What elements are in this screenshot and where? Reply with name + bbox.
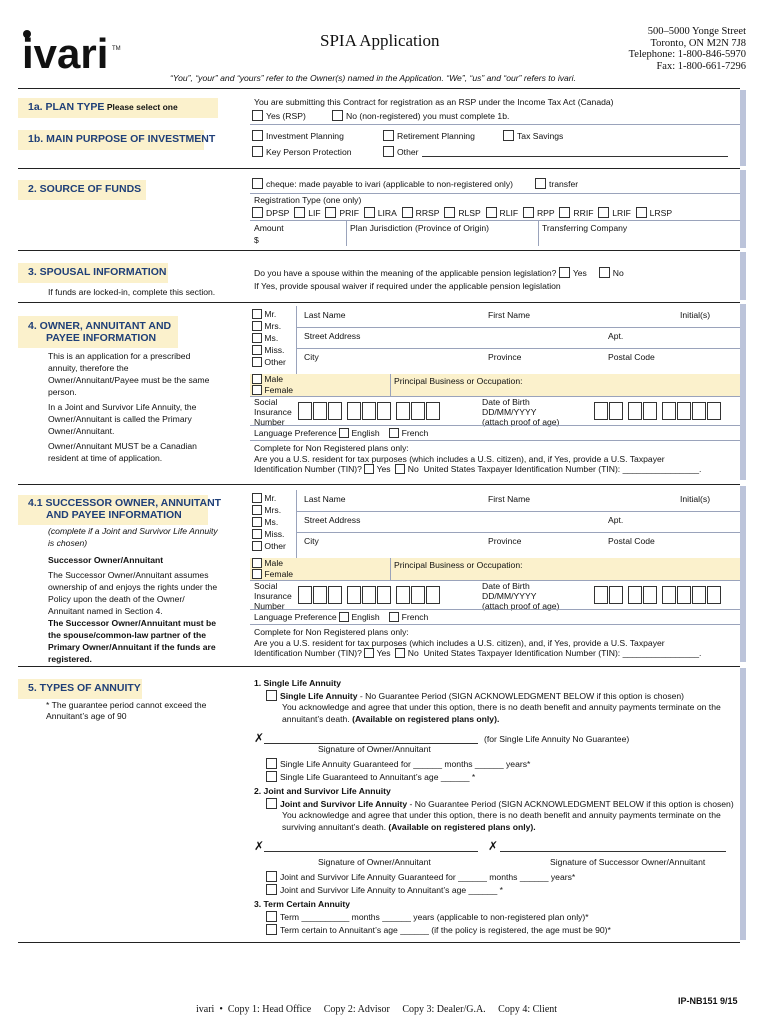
joint-no-guarantee-checkbox[interactable] xyxy=(266,798,277,809)
company-address xyxy=(560,26,746,72)
title-mrs-checkbox[interactable] xyxy=(252,321,262,331)
last-name-field[interactable]: Last Name xyxy=(304,310,346,320)
transfer-label: transfer xyxy=(549,179,579,189)
section-5-note: * The guarantee period cannot exceed the Annuitant’s age of 90 xyxy=(46,700,207,721)
sin-boxes[interactable] xyxy=(298,402,441,420)
apt-field[interactable]: Apt. xyxy=(608,331,624,341)
title-mr-checkbox[interactable] xyxy=(252,309,262,319)
single-guaranteed-checkbox[interactable] xyxy=(266,758,277,769)
phone: Telephone: 1-800-846-5970 xyxy=(628,49,746,60)
address-line1: 500–5000 Yonge Street xyxy=(647,26,746,37)
purpose-retirement-label: Retirement Planning xyxy=(397,131,475,141)
purpose-investment-checkbox[interactable] xyxy=(252,130,263,141)
us-no-checkbox[interactable] xyxy=(395,648,405,658)
for-single-label: (for Single Life Annuity No Guarantee) xyxy=(484,734,630,744)
term-age-checkbox[interactable] xyxy=(266,924,277,935)
regtype-checkbox[interactable] xyxy=(325,207,336,218)
spouse-waiver: If Yes, provide spousal waiver if required under the applicable pension legislation xyxy=(254,281,561,291)
footer-copies: ivari • Copy 1: Head Office Copy 2: Advisor Copy 3: Dealer/G.A. Copy 4: Client xyxy=(196,1004,558,1015)
regtype-checkbox[interactable] xyxy=(636,207,647,218)
french-checkbox[interactable] xyxy=(389,428,399,438)
logo-text: ivari xyxy=(22,30,109,74)
successor-signature-label: Signature of Successor Owner/Annuitant xyxy=(550,857,706,867)
section-5-label: 5. TYPES OF ANNUITY xyxy=(18,679,142,699)
successor-signature-line[interactable] xyxy=(500,842,726,852)
title-mr-checkbox[interactable] xyxy=(252,493,262,503)
postal-field[interactable]: Postal Code xyxy=(608,536,655,546)
regtype-checkbox[interactable] xyxy=(294,207,305,218)
male-checkbox[interactable] xyxy=(252,374,262,384)
city-field[interactable]: City xyxy=(304,352,319,362)
regtype-checkbox[interactable] xyxy=(486,207,497,218)
rsp-question: You are submitting this Contract for registration as an RSP under the Income Tax Act (Canada) xyxy=(254,97,614,107)
english-checkbox[interactable] xyxy=(339,428,349,438)
purpose-other-checkbox[interactable] xyxy=(383,146,394,157)
single-life-heading: 1. Single Life Annuity xyxy=(254,678,342,688)
rsp-yes-label: Yes (RSP) xyxy=(266,111,306,121)
title-miss-checkbox[interactable] xyxy=(252,345,262,355)
purpose-keyperson-checkbox[interactable] xyxy=(252,146,263,157)
province-field[interactable]: Province xyxy=(488,536,522,546)
title-miss-checkbox[interactable] xyxy=(252,529,262,539)
regtype-checkbox[interactable] xyxy=(402,207,413,218)
purpose-other-label: Other xyxy=(397,147,419,157)
regtype-checkbox[interactable] xyxy=(252,207,263,218)
cheque-label: cheque: made payable to ivari (applicable to non-registered only) xyxy=(266,179,513,189)
purpose-tax-checkbox[interactable] xyxy=(503,130,514,141)
rsp-yes-checkbox[interactable] xyxy=(252,110,263,121)
apt-field[interactable]: Apt. xyxy=(608,515,624,525)
purpose-other-field[interactable] xyxy=(422,156,728,157)
amount-label: Amount xyxy=(254,223,284,233)
form-number: IP-NB151 9/15 xyxy=(678,996,738,1006)
title-other-checkbox[interactable] xyxy=(252,541,262,551)
male-checkbox[interactable] xyxy=(252,558,262,568)
purpose-retirement-checkbox[interactable] xyxy=(383,130,394,141)
address-line2: Toronto, ON M2N 7J8 xyxy=(650,37,746,49)
section-41-label: 4.1 SUCCESSOR OWNER, ANNUITANT AND PAYEE INFORMATION xyxy=(18,495,208,525)
jurisdiction-label: Plan Jurisdiction (Province of Origin) xyxy=(350,223,489,233)
owner-signature-label-1: Signature of Owner/Annuitant xyxy=(318,744,431,754)
postal-field[interactable]: Postal Code xyxy=(608,352,655,362)
transfer-checkbox[interactable] xyxy=(535,178,546,189)
fax: Fax: 1-800-661-7296 xyxy=(656,60,746,72)
first-name-field[interactable]: First Name xyxy=(488,494,531,504)
city-field[interactable]: City xyxy=(304,536,319,546)
joint-heading: 2. Joint and Survivor Life Annuity xyxy=(254,786,391,796)
initials-field[interactable]: Initial(s) xyxy=(680,310,711,320)
owner-signature-line-1[interactable] xyxy=(264,734,478,744)
section-4-label: 4. OWNER, ANNUITANT AND PAYEE INFORMATION xyxy=(18,316,178,348)
us-yes-checkbox[interactable] xyxy=(364,648,374,658)
logo-tm: TM xyxy=(112,46,121,52)
purpose-keyperson-label: Key Person Protection xyxy=(266,147,352,157)
regtype-checkbox[interactable] xyxy=(598,207,609,218)
joint-guaranteed-checkbox[interactable] xyxy=(266,871,277,882)
section-4-p1: This is an application for a prescribed annuity, therefore the Owner/Annuitant/Payee must be the same person. xyxy=(48,351,210,397)
section-41-p1: The Successor Owner/Annuitant assumes ownership of and enjoys the rights under the Policy upon the death of the Owner/ Annuitant named in Section 4. xyxy=(48,570,218,616)
province-field[interactable]: Province xyxy=(488,352,522,362)
sign-here-x-icon: ✗ xyxy=(488,839,499,853)
regtype-checkbox[interactable] xyxy=(364,207,375,218)
spouse-yes-checkbox[interactable] xyxy=(559,267,570,278)
occupation-field[interactable]: Principal Business or Occupation: xyxy=(394,560,523,570)
regtype-checkbox[interactable] xyxy=(444,207,455,218)
initials-field[interactable]: Initial(s) xyxy=(680,494,711,504)
term-heading: 3. Term Certain Annuity xyxy=(254,899,350,909)
registration-type-label: Registration Type (one only) xyxy=(254,195,362,205)
registration-types: DPSP LIF PRIF LIRA RRSP RLSP RLIF RPP RRIF LRIF LRSP xyxy=(252,207,672,219)
spouse-question: Do you have a spouse within the meaning of the applicable pension legislation? xyxy=(254,268,557,278)
rsp-no-checkbox[interactable] xyxy=(332,110,343,121)
transferring-company-label: Transferring Company xyxy=(542,223,628,233)
section-3-note: If funds are locked-in, complete this section. xyxy=(48,287,216,297)
english-checkbox[interactable] xyxy=(339,612,349,622)
section-1a-label: 1a. PLAN TYPE Please select one xyxy=(18,98,218,118)
title-mrs-checkbox[interactable] xyxy=(252,505,262,515)
sin-boxes[interactable] xyxy=(298,586,441,604)
definition-note: “You”, “your” and “yours” refer to the Owner(s) named in the Application. “We”, “us” and “our” refers to ivari. xyxy=(170,73,576,83)
first-name-field[interactable]: First Name xyxy=(488,310,531,320)
us-yes-checkbox[interactable] xyxy=(364,464,374,474)
amount-dollar: $ xyxy=(254,235,259,245)
female-checkbox[interactable] xyxy=(252,569,262,579)
title-other-checkbox[interactable] xyxy=(252,357,262,367)
owner-signature-line-2[interactable] xyxy=(264,842,478,852)
cheque-checkbox[interactable] xyxy=(252,178,263,189)
regtype-checkbox[interactable] xyxy=(523,207,534,218)
single-age-checkbox[interactable] xyxy=(266,771,277,782)
section-3-label: 3. SPOUSAL INFORMATION xyxy=(18,263,168,283)
title-ms-checkbox[interactable] xyxy=(252,517,262,527)
single-no-guarantee-checkbox[interactable] xyxy=(266,690,277,701)
rsp-no-label: No (non-registered) you must complete 1b. xyxy=(346,111,510,121)
purpose-tax-label: Tax Savings xyxy=(517,131,564,141)
dob-boxes[interactable] xyxy=(594,402,722,420)
joint-age-checkbox[interactable] xyxy=(266,884,277,895)
section-41-note: (complete if a Joint and Survivor Life Annuity is chosen) xyxy=(48,526,218,548)
title-ms-checkbox[interactable] xyxy=(252,333,262,343)
term-months-checkbox[interactable] xyxy=(266,911,277,922)
owner-signature-label-2: Signature of Owner/Annuitant xyxy=(318,857,431,867)
street-field[interactable]: Street Address xyxy=(304,515,361,525)
single-ack-line1: You acknowledge and agree that under this option, there is no death benefit and annuity payments terminate on the xyxy=(282,702,721,712)
section-4-p2: In a Joint and Survivor Life Annuity, the Owner/Annuitant is called the Primary Owner/Annuitant. xyxy=(48,402,197,436)
female-checkbox[interactable] xyxy=(252,385,262,395)
us-no-checkbox[interactable] xyxy=(395,464,405,474)
section-41-sub: Successor Owner/Annuitant xyxy=(48,555,164,565)
sign-here-x-icon: ✗ xyxy=(254,731,265,745)
section-4-p3: Owner/Annuitant MUST be a Canadian resident at time of application. xyxy=(48,441,197,463)
regtype-checkbox[interactable] xyxy=(559,207,570,218)
section-1b-label: 1b. MAIN PURPOSE OF INVESTMENT xyxy=(18,130,204,150)
form-title: SPIA Application xyxy=(320,31,440,50)
french-checkbox[interactable] xyxy=(389,612,399,622)
last-name-field[interactable]: Last Name xyxy=(304,494,346,504)
occupation-field[interactable]: Principal Business or Occupation: xyxy=(394,376,523,386)
sign-here-x-icon: ✗ xyxy=(254,839,265,853)
dob-boxes[interactable] xyxy=(594,586,722,604)
purpose-investment-label: Investment Planning xyxy=(266,131,344,141)
spouse-no-checkbox[interactable] xyxy=(599,267,610,278)
street-field[interactable]: Street Address xyxy=(304,331,361,341)
joint-ack-line1: You acknowledge and agree that under this option, there is no death benefit and annuity payments terminate on the xyxy=(282,810,721,820)
section-41-p2: The Successor Owner/Annuitant must be the spouse/common-law partner of the Primary Owner/Annuitant if the funds are registered. xyxy=(48,618,217,664)
section-2-label: 2. SOURCE OF FUNDS xyxy=(18,180,146,200)
